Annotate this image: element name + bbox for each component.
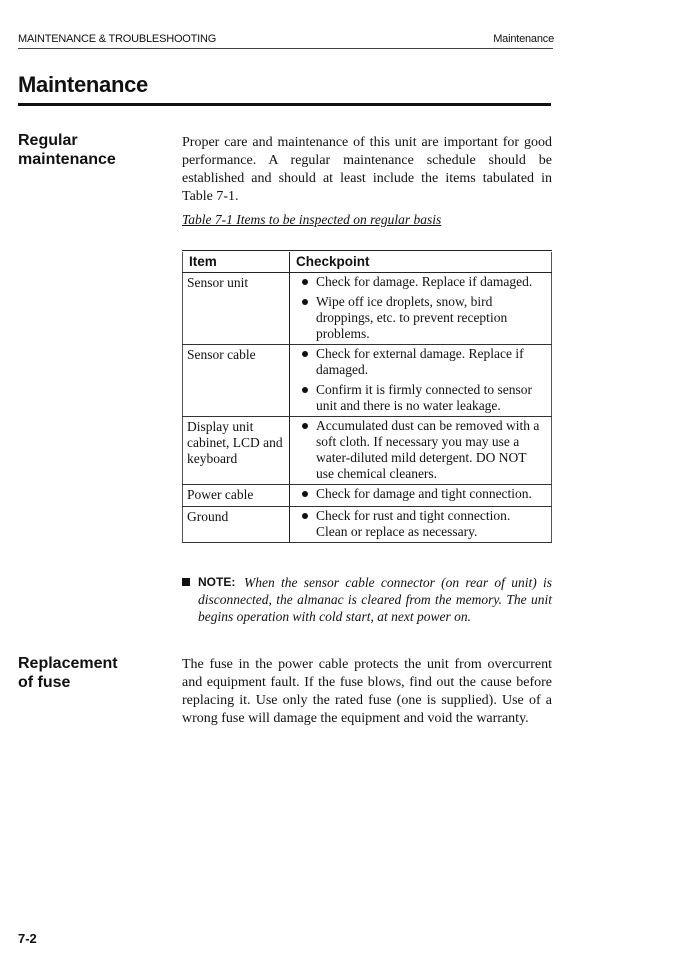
checkpoint-item: Check for damage. Replace if damaged. [296, 274, 545, 290]
checkpoint-item: Wipe off ice droplets, snow, bird droppings, etc. to prevent reception problems. [296, 294, 545, 342]
regular-heading-line2: maintenance [18, 151, 116, 168]
item-cell: Display unit cabinet, LCD and keyboard [183, 417, 290, 485]
checkpoint-cell [290, 345, 552, 417]
header-rule [18, 48, 553, 49]
table-row [183, 273, 552, 345]
fuse-body: The fuse in the power cable protects the unit from overcurrent and equipment fault. If the fuse blows, find out the cause before replacing it. Use only the rated fuse (one is supplied). Use of a wrong fuse will damage the equipment and void the warranty. [182, 657, 552, 726]
checkpoint-item: Check for damage and tight connection. [296, 486, 545, 502]
checkpoint-item: Check for external damage. Replace if damaged. [296, 346, 545, 378]
checkpoint-cell [290, 273, 552, 345]
table-row [183, 345, 552, 417]
column-header-checkpoint: Checkpoint [290, 252, 552, 273]
note-block [182, 574, 552, 625]
checkpoint-cell [290, 417, 552, 485]
checkpoint-item: Check for rust and tight connection. Clean or replace as necessary. [296, 508, 545, 540]
fuse-heading-line1: Replacement [18, 655, 118, 672]
table-caption: Table 7-1 Items to be inspected on regular basis [182, 212, 442, 227]
column-header-item: Item [183, 252, 290, 273]
table-top-rule [182, 250, 552, 251]
checkpoint-item: Accumulated dust can be removed with a soft cloth. If necessary you may use a water-diluted mild detergent. DO NOT use chemical cleaners. [296, 418, 545, 482]
fuse-heading [18, 654, 118, 692]
table-row [183, 417, 552, 485]
checkpoint-item: Confirm it is firmly connected to sensor unit and there is no water leakage. [296, 382, 545, 414]
checkpoint-cell [290, 507, 552, 543]
fuse-heading-line2: of fuse [18, 674, 71, 691]
page-title: Maintenance [18, 72, 148, 97]
page-number: 7-2 [18, 931, 37, 946]
item-cell: Ground [183, 507, 290, 543]
item-cell: Power cable [183, 485, 290, 507]
item-cell: Sensor unit [183, 273, 290, 345]
header-section-title: MAINTENANCE & TROUBLESHOOTING [18, 33, 217, 45]
regular-maintenance-heading [18, 131, 116, 169]
regular-heading-line1: Regular [18, 132, 78, 149]
table-row [183, 507, 552, 543]
note-label: NOTE: [198, 575, 236, 589]
checkpoint-cell [290, 485, 552, 507]
regular-maintenance-body: Proper care and maintenance of this unit are important for good performance. A regular maintenance schedule should be established and should at least include the items tabulated in Table 7-1. [182, 135, 552, 204]
note-text: When the sensor cable connector (on rear of unit) is disconnected, the almanac is cleared from the memory. The unit begins operation with cold start, at next power on. [198, 575, 552, 624]
header-chapter-title: Maintenance [493, 33, 554, 45]
title-rule [18, 103, 551, 106]
note-bullet-square [182, 578, 190, 586]
table-row [183, 485, 552, 507]
inspection-table [182, 252, 552, 543]
item-cell: Sensor cable [183, 345, 290, 417]
